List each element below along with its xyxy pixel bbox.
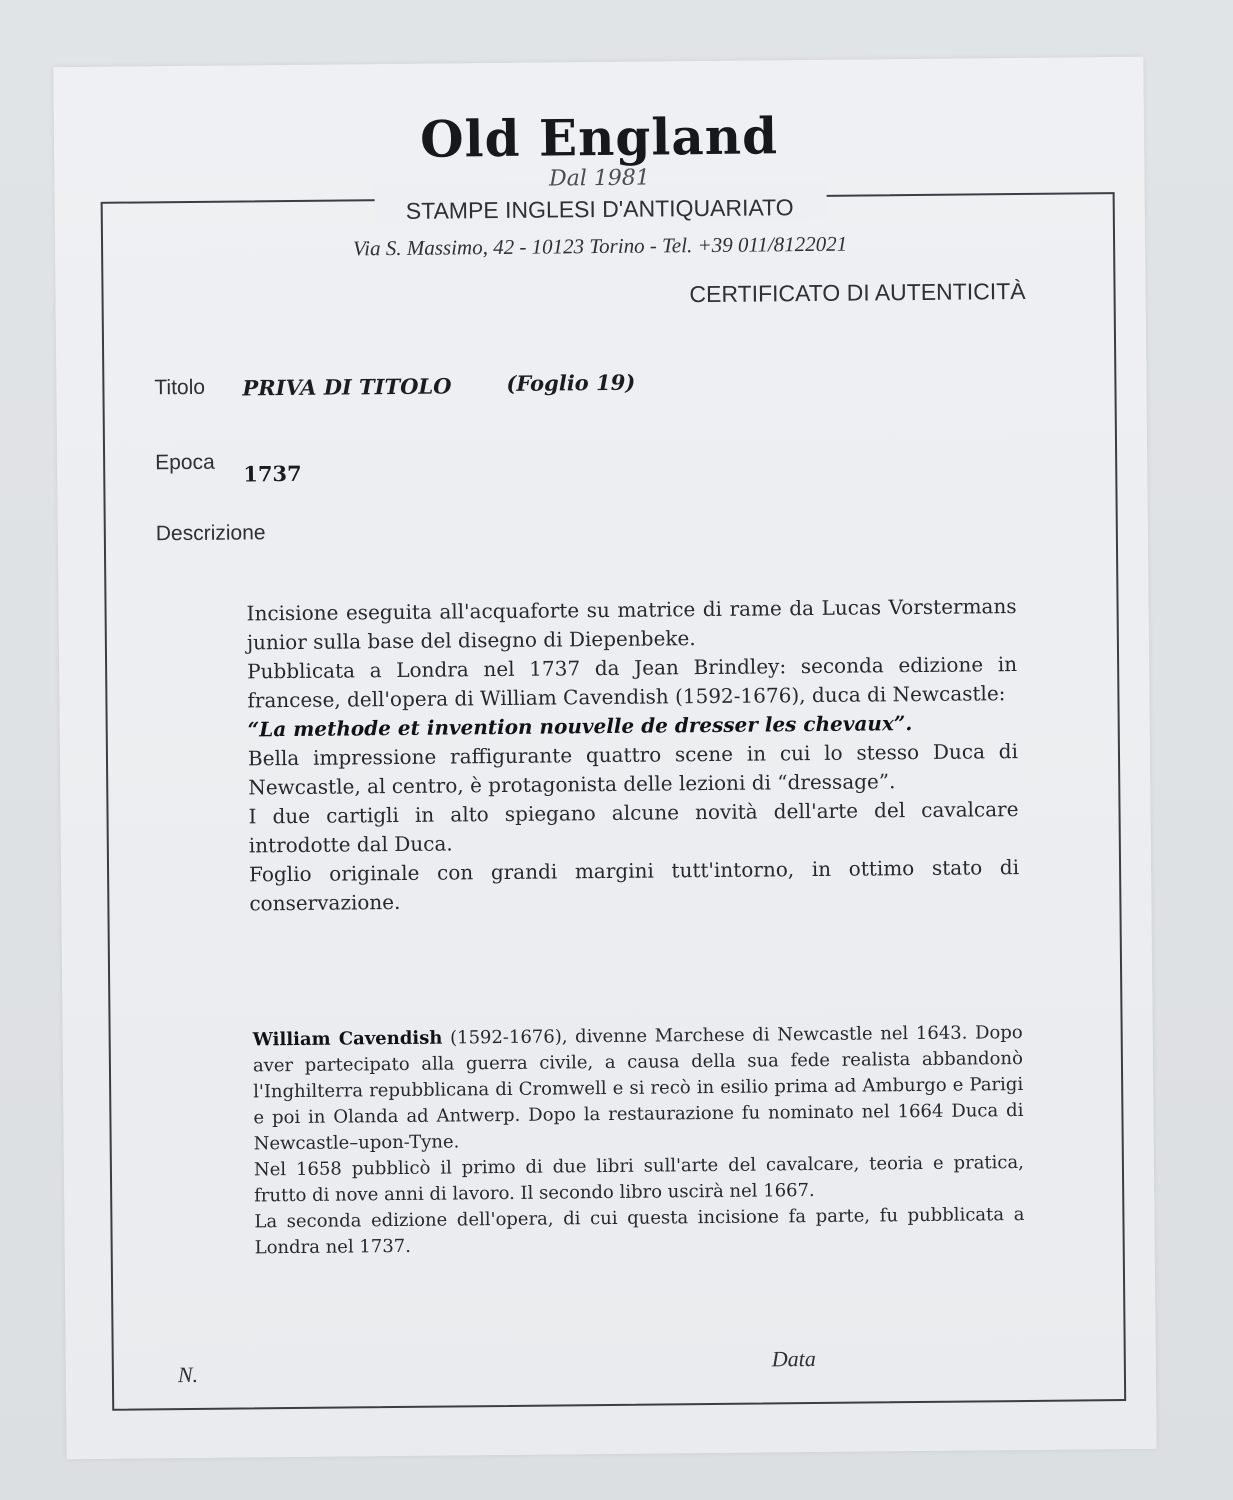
epoch-value: 1737 [243, 460, 302, 487]
description-paragraph: Foglio originale con grandi margini tutt'intorno, in ottimo stato di conservazione. [248, 855, 1020, 916]
biography-name: William Cavendish [252, 1027, 443, 1051]
description-paragraph: Bella impressione raffigurante quattro scene in cui lo stesso Duca di Newcastle, al centro, è protagonista delle lezioni di “dressage”. [247, 739, 1019, 800]
title-value: PRIVA DI TITOLO [242, 373, 452, 401]
certificate-sheet [53, 57, 1156, 1459]
epoch-label: Epoca [155, 450, 215, 475]
biography-paragraph [253, 1020, 1024, 1157]
certificate-title: CERTIFICATO DI AUTENTICITÀ [689, 277, 1026, 308]
title-sheet-number: (Foglio 19) [506, 369, 636, 396]
shop-address: Via S. Massimo, 42 - 10123 Torino - Tel. +39 011/8122021 [352, 231, 848, 261]
biography-paragraph: La seconda edizione dell'opera, di cui questa incisione fa parte, fu pubblicata a Londra nel 1737. [254, 1203, 1025, 1259]
biography-paragraph: Nel 1658 pubblicò il primo di due libri sull'arte del cavalcare, teoria e pratica, frutto di nove anni di lavoro. Il secondo libro uscirà nel 1667. [253, 1151, 1025, 1207]
description-paragraph: Incisione eseguita all'acquaforte su matrice di rame da Lucas Vorstermans junior sulla base del disegno di Diepenbeke. [246, 594, 1017, 655]
description-paragraph: Pubblicata a Londra nel 1737 da Jean Brindley: seconda edizione in francese, dell'opera di William Cavendish (1592-1676), duca di Newcastle: [247, 652, 1018, 713]
biography-text [253, 1020, 1025, 1261]
date-label: Data [771, 1346, 816, 1372]
biography-first-text: (1592-1676), divenne Marchese di Newcastle nel 1643. Dopo aver partecipato alla guerra civile, a causa della sua fede realista abbandonò l'Inghilterra repubblicana di Cromwell e si recò in esilio prima ad Amburgo e Parigi e poi in Olanda ad Antwerp. Dopo la restaurazione fu nominato nel 1664 Duca di Newcastle–upon-Tyne. [252, 1022, 1024, 1155]
description-paragraph: I due cartigli in alto spiegano alcune novità dell'arte del cavalcare introdotte dal Duca. [248, 797, 1019, 858]
work-title-quote: “La methode et invention nouvelle de dresser les chevaux”. [247, 711, 913, 742]
shop-type: STAMPE INGLESI D'ANTIQUARIATO [405, 194, 794, 224]
shop-logo: Old England [419, 106, 779, 169]
number-label: N. [177, 1361, 199, 1388]
title-label: Titolo [154, 375, 206, 400]
description-text [246, 592, 1019, 918]
since-year: Dal 1981 [548, 165, 650, 192]
description-label: Descrizione [155, 521, 266, 546]
